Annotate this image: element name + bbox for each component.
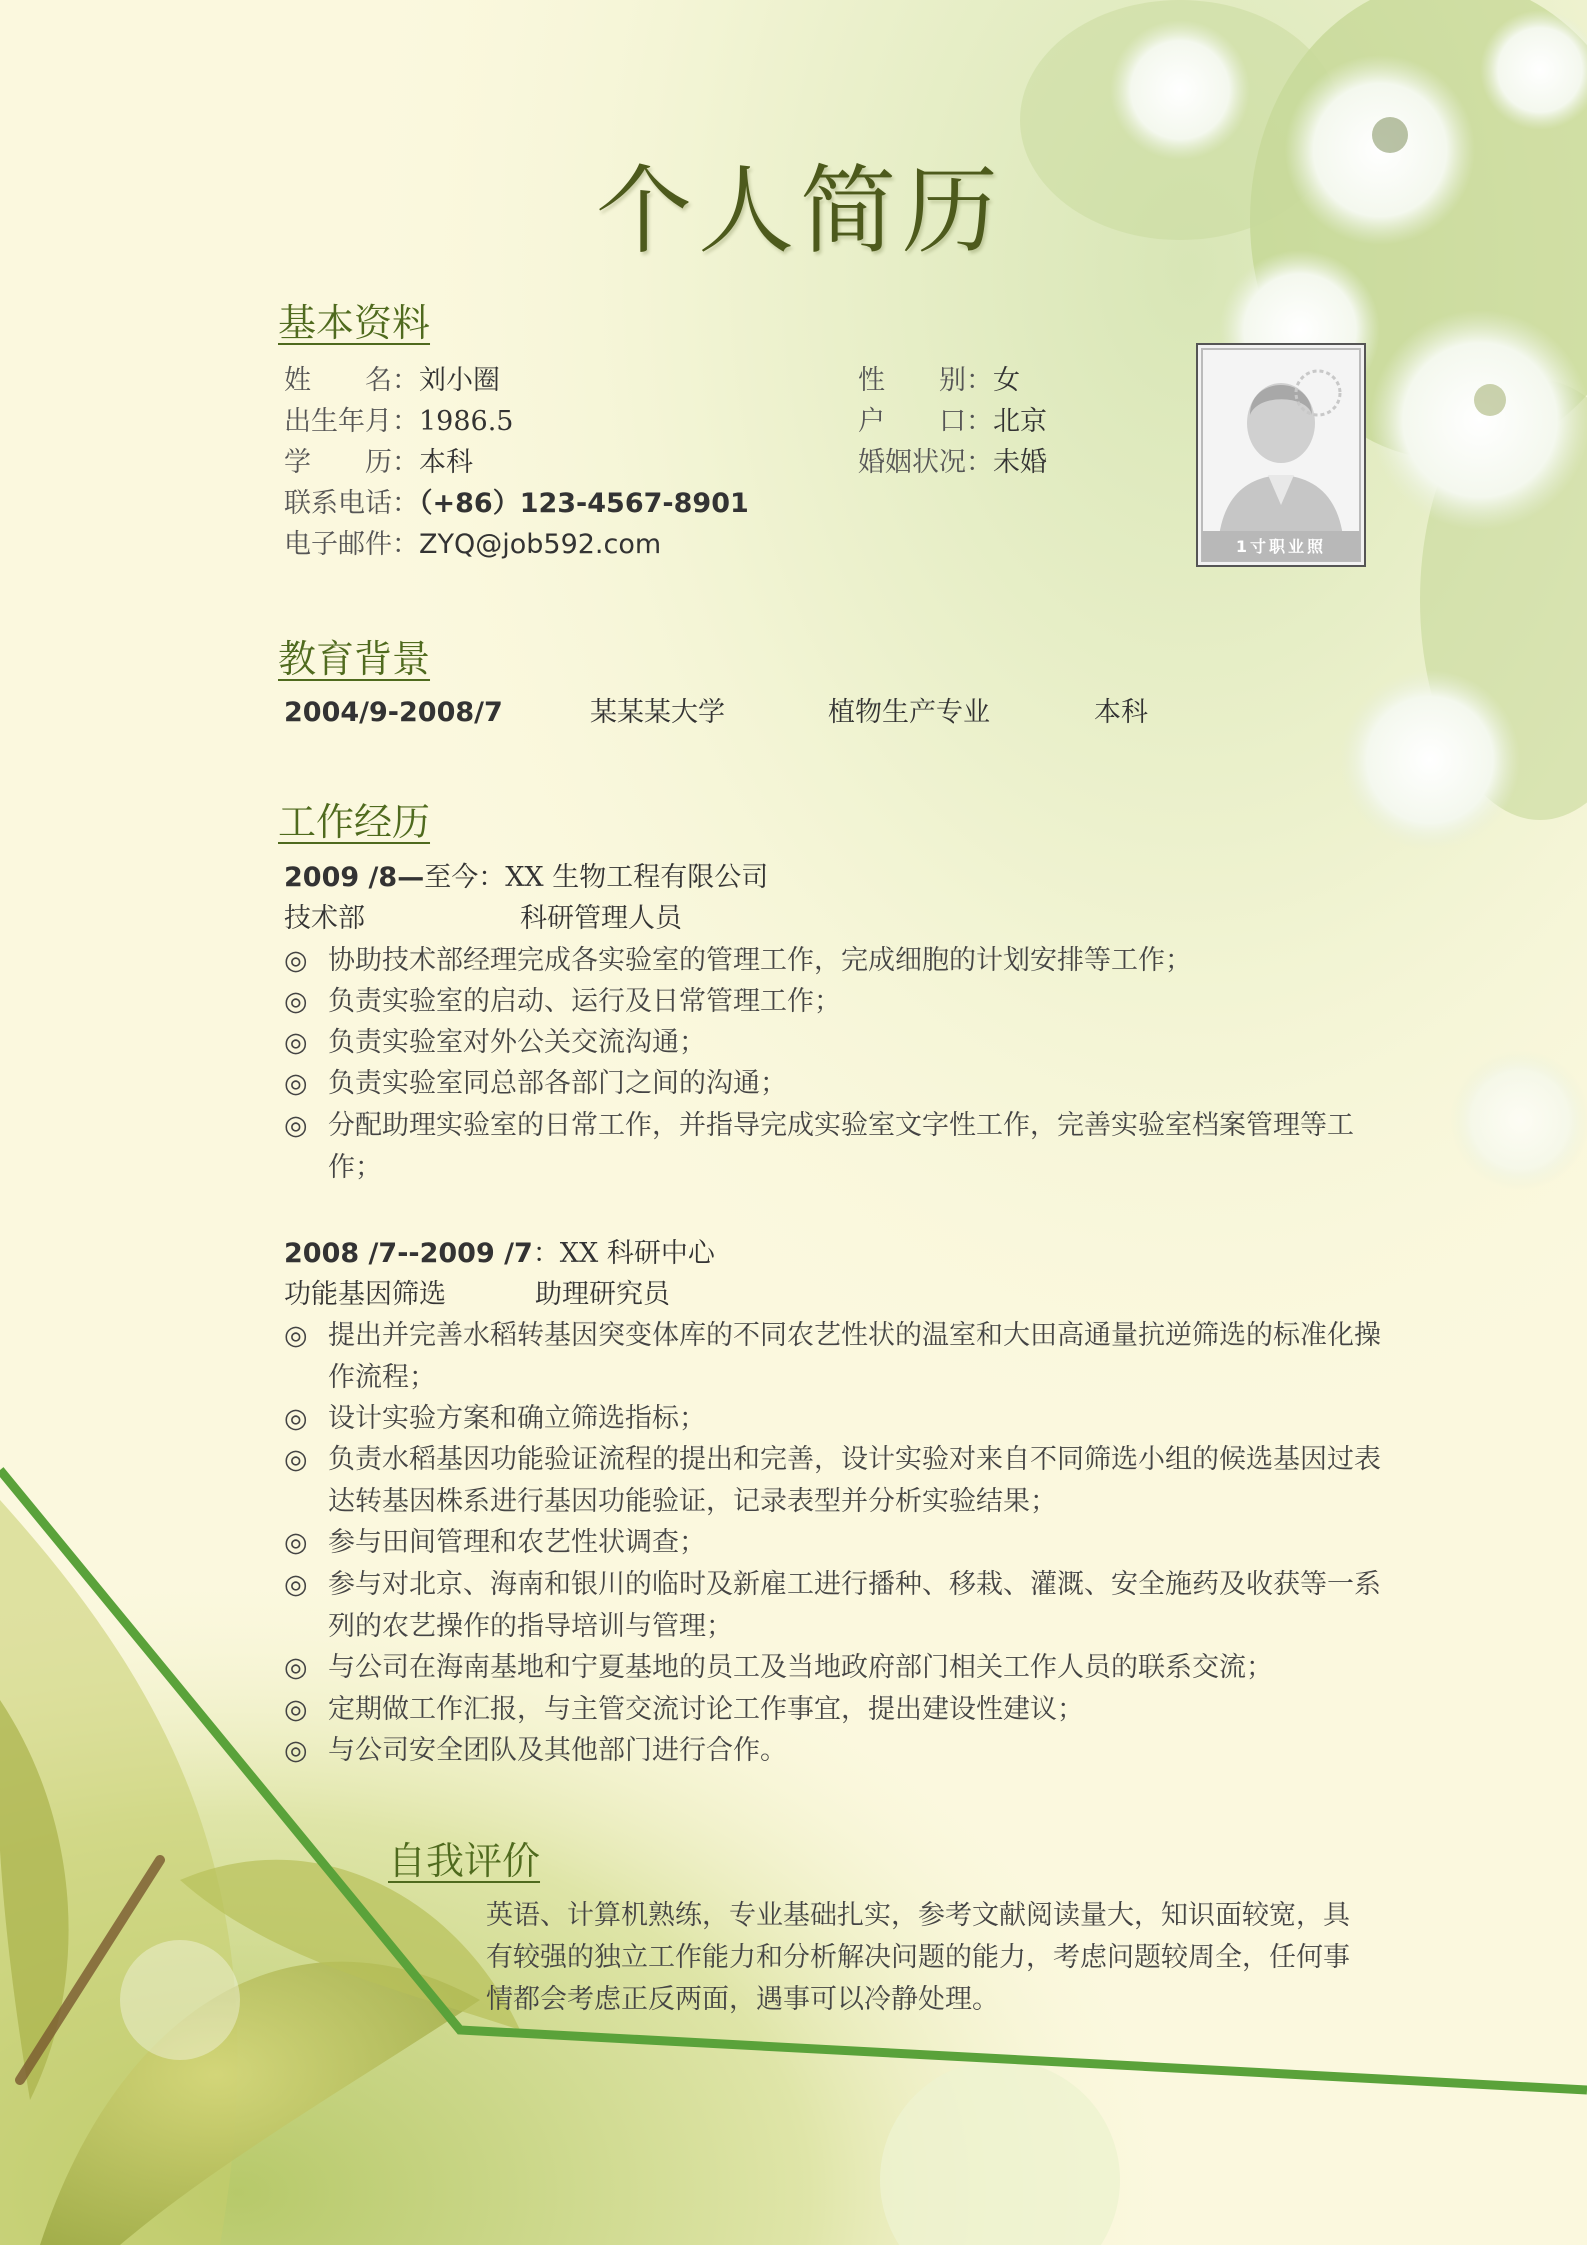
- bullet-marker-icon: ◎: [284, 1027, 308, 1058]
- marital-label: 婚姻状况：: [858, 447, 993, 478]
- education-school: 某某某大学: [590, 697, 725, 728]
- field-name: [284, 360, 500, 401]
- job2-bullet-item: [284, 1647, 1398, 1689]
- name-value: 刘小圈: [419, 365, 500, 396]
- job1-dept: 技术部: [284, 903, 365, 934]
- job2-company: ：XX 科研中心: [532, 1238, 715, 1269]
- birth-label: 出生年月：: [284, 406, 419, 437]
- job1-bullet-item: [284, 981, 1398, 1023]
- job2-dept: 功能基因筛选: [284, 1279, 446, 1310]
- job2-bullet-item: [284, 1398, 1398, 1440]
- job2-bullet-item: [284, 1522, 1398, 1564]
- field-birth: [284, 401, 513, 442]
- field-hukou: [858, 401, 1047, 442]
- bullet-marker-icon: ◎: [284, 1444, 308, 1475]
- section-heading-education: 教育背景: [278, 637, 431, 681]
- education-degree: 本科: [1094, 697, 1148, 728]
- education-major: 植物生产专业: [828, 697, 990, 728]
- education-period: 2004/9-2008/7: [284, 697, 503, 728]
- photo-caption: 1寸职业照: [1235, 537, 1327, 556]
- job1-bullet-item: [284, 1022, 1398, 1064]
- field-marital: [858, 442, 1047, 483]
- job2-bullet-text: 参与田间管理和农艺性状调查；: [328, 1527, 706, 1558]
- name-label: 姓 名：: [284, 365, 419, 396]
- job2-bullet-text: 定期做工作汇报，与主管交流讨论工作事宜，提出建设性建议；: [328, 1694, 1084, 1725]
- bullet-marker-icon: ◎: [284, 1735, 308, 1766]
- job1-bullet-text: 分配助理实验室的日常工作，并指导完成实验室文字性工作，完善实验室档案管理等工作；: [328, 1110, 1354, 1183]
- job2-bullet-item: [284, 1730, 1398, 1772]
- bullet-marker-icon: ◎: [284, 1569, 308, 1600]
- self-eval-text: 英语、计算机熟练，专业基础扎实，参考文献阅读量大，知识面较宽，具有较强的独立工作能力和分析解决问题的能力，考虑问题较周全，任何事情都会考虑正反两面，遇事可以冷静处理。: [486, 1900, 1350, 2015]
- job2-bullet-text: 与公司安全团队及其他部门进行合作。: [328, 1735, 787, 1766]
- hukou-value: 北京: [993, 406, 1047, 437]
- birth-value: 1986.5: [419, 406, 514, 437]
- resume-title: 个人简历: [596, 155, 1004, 267]
- job2-role: 助理研究员: [535, 1279, 670, 1310]
- job1-header: [284, 857, 768, 898]
- field-phone: [284, 483, 749, 524]
- field-education: [284, 442, 473, 483]
- avatar-icon: [1198, 345, 1364, 565]
- field-gender: [858, 360, 1020, 401]
- edu-value: 本科: [419, 447, 473, 478]
- field-email: [284, 524, 661, 565]
- section-heading-self-eval: 自我评价: [388, 1839, 541, 1883]
- gender-label: 性 别：: [858, 365, 993, 396]
- bullet-marker-icon: ◎: [284, 1320, 308, 1351]
- job1-company: 至今：XX 生物工程有限公司: [424, 862, 769, 893]
- section-heading-basic: 基本资料: [278, 301, 431, 345]
- email-label: 电子邮件：: [284, 529, 419, 560]
- bullet-marker-icon: ◎: [284, 1110, 308, 1141]
- phone-value: （+86）123-4567-8901: [419, 488, 749, 519]
- job2-bullet-text: 参与对北京、海南和银川的临时及新雇工进行播种、移栽、灌溉、安全施药及收获等一系列的农艺操作的指导培训与管理；: [328, 1569, 1381, 1642]
- bullet-marker-icon: ◎: [284, 1068, 308, 1099]
- bullet-marker-icon: ◎: [284, 1694, 308, 1725]
- section-heading-work: 工作经历: [278, 800, 431, 844]
- email-value: ZYQ@job592.com: [419, 529, 662, 560]
- gender-value: 女: [993, 365, 1020, 396]
- phone-label: 联系电话：: [284, 488, 419, 519]
- edu-label: 学 历：: [284, 447, 419, 478]
- marital-value: 未婚: [993, 447, 1047, 478]
- job2-bullet-item: [284, 1689, 1398, 1731]
- job2-bullet-item: [284, 1564, 1398, 1647]
- job2-bullet-text: 提出并完善水稻转基因突变体库的不同农艺性状的温室和大田高通量抗逆筛选的标准化操作流程；: [328, 1320, 1381, 1393]
- job1-bullet-item: [284, 1105, 1398, 1188]
- job1-bullet-text: 负责实验室的启动、运行及日常管理工作；: [328, 986, 841, 1017]
- job2-bullet-item: [284, 1315, 1398, 1398]
- job1-bullet-text: 协助技术部经理完成各实验室的管理工作，完成细胞的计划安排等工作；: [328, 945, 1192, 976]
- job1-bullet-item: [284, 940, 1398, 982]
- job2-bullet-text: 与公司在海南基地和宁夏基地的员工及当地政府部门相关工作人员的联系交流；: [328, 1652, 1273, 1683]
- job1-bullet-text: 负责实验室对外公关交流沟通；: [328, 1027, 706, 1058]
- bullet-marker-icon: ◎: [284, 1527, 308, 1558]
- bullet-marker-icon: ◎: [284, 986, 308, 1017]
- job1-role: 科研管理人员: [520, 903, 682, 934]
- job2-bullet-text: 负责水稻基因功能验证流程的提出和完善，设计实验对来自不同筛选小组的候选基因过表达转基因株系进行基因功能验证，记录表型并分析实验结果；: [328, 1444, 1381, 1517]
- job1-bullet-item: [284, 1063, 1398, 1105]
- job2-bullet-item: [284, 1439, 1398, 1522]
- job2-header: [284, 1233, 715, 1274]
- bullet-marker-icon: ◎: [284, 1652, 308, 1683]
- bullet-marker-icon: ◎: [284, 945, 308, 976]
- job2-period: 2008 /7--2009 /7: [284, 1238, 533, 1269]
- job1-period: 2009 /8—: [284, 862, 425, 893]
- hukou-label: 户 口：: [858, 406, 993, 437]
- job1-bullet-text: 负责实验室同总部各部门之间的沟通；: [328, 1068, 787, 1099]
- job2-bullet-text: 设计实验方案和确立筛选指标；: [328, 1403, 706, 1434]
- profile-photo-placeholder: [1196, 343, 1366, 567]
- bullet-marker-icon: ◎: [284, 1403, 308, 1434]
